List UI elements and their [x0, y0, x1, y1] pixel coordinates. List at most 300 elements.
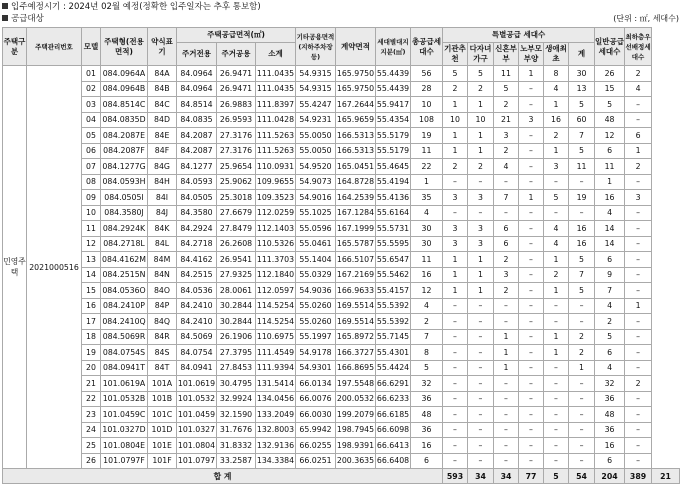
table-cell: –: [494, 298, 519, 314]
table-cell: 30: [569, 66, 595, 82]
table-cell: 55.0050: [296, 128, 336, 144]
table-cell: 200.3635: [336, 453, 376, 469]
table-cell: 30: [411, 236, 443, 252]
table-cell: 16: [569, 221, 595, 237]
table-cell: 14: [82, 267, 101, 283]
table-cell: 84J: [148, 205, 177, 221]
table-cell: 66.6408: [376, 453, 411, 469]
table-cell: 2: [625, 66, 652, 82]
table-cell: 111.3703: [256, 252, 296, 268]
move-in-text: 입주예정시기 : 2024년 02월 예정(정확한 입주일자는 추후 통보함): [11, 2, 261, 12]
table-cell: –: [519, 252, 544, 268]
table-cell: 19: [82, 345, 101, 361]
table-cell: 084.1277G: [101, 159, 148, 175]
table-row: [3, 159, 680, 175]
table-cell: 2: [625, 376, 652, 392]
table-cell: –: [443, 407, 468, 423]
table-cell: 112.0259: [256, 205, 296, 221]
table-cell: –: [468, 329, 494, 345]
table-cell: 65.9942: [296, 422, 336, 438]
table-cell: 084.0536O: [101, 283, 148, 299]
table-cell: 2: [494, 252, 519, 268]
table-cell: 11: [411, 252, 443, 268]
table-cell: –: [443, 298, 468, 314]
table-cell: 2: [494, 283, 519, 299]
table-cell: 16: [544, 112, 569, 128]
table-cell: –: [443, 360, 468, 376]
table-cell: 30: [411, 221, 443, 237]
table-cell: 7: [411, 329, 443, 345]
table-row: [3, 81, 680, 97]
table-cell: 084.2410Q: [101, 314, 148, 330]
table-cell: 101C: [148, 407, 177, 423]
table-cell: –: [519, 267, 544, 283]
table-cell: 36: [411, 422, 443, 438]
table-cell: 132.9136: [256, 438, 296, 454]
col-sp-total: 계: [569, 43, 595, 66]
table-cell: –: [625, 407, 652, 423]
table-cell: 55.4424: [376, 360, 411, 376]
table-cell: 6: [494, 236, 519, 252]
table-cell: 84G: [148, 159, 177, 175]
table-cell: 36: [595, 422, 625, 438]
totals-row: [3, 469, 680, 484]
table-cell: 04: [82, 112, 101, 128]
col-special-supply: 특별공급 세대수: [443, 28, 595, 43]
table-cell: 3: [443, 190, 468, 206]
table-cell: 05: [82, 128, 101, 144]
table-cell: 84L: [148, 236, 177, 252]
table-cell: 5: [569, 283, 595, 299]
table-cell: 26.2608: [217, 236, 256, 252]
table-cell: 55.4136: [376, 190, 411, 206]
table-cell: –: [625, 314, 652, 330]
table-cell: 15: [595, 81, 625, 97]
table-cell: 84.2515: [177, 267, 217, 283]
table-cell: 55.4157: [376, 283, 411, 299]
table-cell: –: [625, 453, 652, 469]
table-cell: 1: [625, 143, 652, 159]
table-cell: 2: [625, 159, 652, 175]
table-cell: 19: [569, 190, 595, 206]
table-cell: –: [519, 159, 544, 175]
table-cell: 55.5392: [376, 298, 411, 314]
table-cell: 84.3580: [177, 205, 217, 221]
table-cell: 3: [494, 267, 519, 283]
table-cell: –: [625, 205, 652, 221]
table-cell: 1: [443, 283, 468, 299]
table-cell: –: [443, 391, 468, 407]
table-cell: –: [519, 407, 544, 423]
table-cell: 2: [569, 345, 595, 361]
table-cell: 84.2087: [177, 143, 217, 159]
table-cell: 084.0505I: [101, 190, 148, 206]
table-cell: 084.2087F: [101, 143, 148, 159]
table-cell: 084.0964B: [101, 81, 148, 97]
table-cell: 1: [443, 143, 468, 159]
table-cell: 16: [411, 438, 443, 454]
table-cell: 110.5326: [256, 236, 296, 252]
table-cell: 8: [544, 66, 569, 82]
table-cell: 167.2169: [336, 267, 376, 283]
table-cell: –: [443, 329, 468, 345]
table-cell: 55.0260: [296, 314, 336, 330]
table-cell: 3: [519, 112, 544, 128]
table-cell: –: [569, 407, 595, 423]
table-row: [3, 422, 680, 438]
table-cell: –: [468, 376, 494, 392]
table-cell: 101.0459: [177, 407, 217, 423]
table-cell: 84.0754: [177, 345, 217, 361]
table-cell: 111.0428: [256, 112, 296, 128]
table-cell: –: [625, 252, 652, 268]
table-row: [3, 128, 680, 144]
table-cell: 16: [82, 298, 101, 314]
table-cell: 5: [595, 97, 625, 113]
table-cell: –: [443, 376, 468, 392]
table-cell: 55.5595: [376, 236, 411, 252]
table-cell: 4: [595, 298, 625, 314]
table-cell: –: [569, 174, 595, 190]
table-cell: –: [569, 438, 595, 454]
table-cell: –: [625, 174, 652, 190]
table-cell: 5: [494, 81, 519, 97]
table-cell: 20: [82, 360, 101, 376]
col-general: 일반공급세대수: [595, 28, 625, 66]
table-cell: 167.1284: [336, 205, 376, 221]
table-cell: –: [468, 407, 494, 423]
table-cell: 84.0536: [177, 283, 217, 299]
table-cell: 32.1590: [217, 407, 256, 423]
table-cell: –: [468, 360, 494, 376]
table-cell: 16: [411, 267, 443, 283]
table-cell: –: [519, 314, 544, 330]
table-cell: 12: [82, 236, 101, 252]
table-cell: –: [519, 128, 544, 144]
table-cell: –: [468, 438, 494, 454]
table-cell: 31.8332: [217, 438, 256, 454]
table-cell: 54.9301: [296, 360, 336, 376]
col-short-type: 약식표기: [148, 28, 177, 66]
table-cell: 6: [595, 143, 625, 159]
table-cell: 2: [468, 159, 494, 175]
col-sp-elder: 노부모부양: [519, 43, 544, 66]
table-cell: 165.8972: [336, 329, 376, 345]
table-cell: 101F: [148, 453, 177, 469]
table-cell: 108: [411, 112, 443, 128]
table-cell: 084.2410P: [101, 298, 148, 314]
table-cell: 2: [411, 314, 443, 330]
table-cell: 66.6233: [376, 391, 411, 407]
table-row: [3, 438, 680, 454]
table-cell: –: [625, 283, 652, 299]
table-row: [3, 66, 680, 82]
table-row: [3, 143, 680, 159]
table-cell: 4: [494, 159, 519, 175]
table-cell: –: [544, 391, 569, 407]
table-cell: 084.2087E: [101, 128, 148, 144]
table-cell: 101B: [148, 391, 177, 407]
table-row: [3, 298, 680, 314]
table-cell: 11: [82, 221, 101, 237]
table-cell: 3: [468, 236, 494, 252]
table-cell: –: [519, 422, 544, 438]
table-cell: 55.0260: [296, 298, 336, 314]
total-cell: 34: [494, 469, 519, 484]
table-cell: 1: [544, 143, 569, 159]
table-cell: 132.8003: [256, 422, 296, 438]
table-cell: 101.0797: [177, 453, 217, 469]
table-cell: 4: [411, 205, 443, 221]
table-cell: –: [625, 422, 652, 438]
table-cell: –: [519, 236, 544, 252]
table-cell: 1: [468, 97, 494, 113]
table-row: [3, 329, 680, 345]
table-cell: –: [569, 391, 595, 407]
table-cell: 167.1999: [336, 221, 376, 237]
total-cell: 5: [544, 469, 569, 484]
table-cell: –: [519, 453, 544, 469]
table-cell: 169.5514: [336, 314, 376, 330]
col-subtotal: 소계: [256, 43, 296, 66]
table-cell: 18: [82, 329, 101, 345]
table-cell: 32: [595, 376, 625, 392]
table-cell: 19: [411, 128, 443, 144]
table-cell: –: [468, 314, 494, 330]
table-cell: 084.0754S: [101, 345, 148, 361]
table-cell: 21: [82, 376, 101, 392]
table-cell: 16: [569, 236, 595, 252]
table-cell: 198.9391: [336, 438, 376, 454]
table-cell: 6: [411, 453, 443, 469]
table-cell: 84.0941: [177, 360, 217, 376]
table-cell: 06: [82, 143, 101, 159]
table-cell: 28: [411, 81, 443, 97]
table-cell: 4: [625, 81, 652, 97]
col-sp-newly: 신혼부부: [494, 43, 519, 66]
table-cell: 25.9654: [217, 159, 256, 175]
table-cell: 54.9036: [296, 283, 336, 299]
table-cell: 84Q: [148, 314, 177, 330]
table-cell: 101.0804: [177, 438, 217, 454]
table-cell: 2: [443, 81, 468, 97]
table-row: [3, 221, 680, 237]
table-cell: 084.0835D: [101, 112, 148, 128]
table-cell: 084.2924K: [101, 221, 148, 237]
table-cell: 165.9659: [336, 112, 376, 128]
table-cell: 111.5263: [256, 128, 296, 144]
table-cell: 112.1403: [256, 221, 296, 237]
table-cell: 1: [443, 252, 468, 268]
table-cell: 5: [468, 66, 494, 82]
table-cell: 1: [468, 143, 494, 159]
table-cell: 165.9750: [336, 66, 376, 82]
table-cell: 24: [82, 422, 101, 438]
table-row: [3, 376, 680, 392]
table-cell: –: [625, 236, 652, 252]
col-sp-inst: 기관추천: [443, 43, 468, 66]
table-cell: 55.4301: [376, 345, 411, 361]
table-cell: 35: [411, 190, 443, 206]
table-cell: 114.5254: [256, 314, 296, 330]
col-sp-multi: 다자녀가구: [468, 43, 494, 66]
table-cell: 084.8514C: [101, 97, 148, 113]
table-cell: –: [544, 422, 569, 438]
table-cell: 02: [82, 81, 101, 97]
table-cell: 33.2587: [217, 453, 256, 469]
table-cell: –: [544, 174, 569, 190]
table-cell: –: [625, 360, 652, 376]
table-cell: 66.0030: [296, 407, 336, 423]
table-cell: –: [544, 438, 569, 454]
table-cell: –: [443, 345, 468, 361]
table-cell: –: [443, 205, 468, 221]
table-cell: 25: [82, 438, 101, 454]
table-cell: 54.9315: [296, 66, 336, 82]
table-cell: –: [625, 97, 652, 113]
table-cell: 55.1404: [296, 252, 336, 268]
col-complex-no: 주택관리번호: [27, 28, 82, 66]
table-cell: 134.3384: [256, 453, 296, 469]
table-cell: 167.2644: [336, 97, 376, 113]
table-cell: 109.9655: [256, 174, 296, 190]
table-cell: 30.4795: [217, 376, 256, 392]
table-cell: 55.4354: [376, 112, 411, 128]
table-cell: –: [519, 391, 544, 407]
table-cell: 84F: [148, 143, 177, 159]
table-cell: 3: [443, 236, 468, 252]
table-cell: 26.1906: [217, 329, 256, 345]
table-cell: –: [569, 422, 595, 438]
table-body: [3, 66, 680, 469]
table-cell: 01: [82, 66, 101, 82]
table-cell: 166.9633: [336, 283, 376, 299]
table-cell: 03: [82, 97, 101, 113]
table-cell: 54.9315: [296, 81, 336, 97]
table-cell: 54.9016: [296, 190, 336, 206]
table-cell: 2: [443, 159, 468, 175]
table-cell: 1: [443, 97, 468, 113]
table-cell: 1: [443, 128, 468, 144]
table-cell: 55.4439: [376, 66, 411, 82]
table-cell: 13: [82, 252, 101, 268]
table-cell: 109.3523: [256, 190, 296, 206]
table-cell: 084.3580J: [101, 205, 148, 221]
table-cell: 84.0593: [177, 174, 217, 190]
table-cell: 36: [411, 391, 443, 407]
table-cell: 84R: [148, 329, 177, 345]
table-cell: 10: [443, 112, 468, 128]
table-cell: 101.0804E: [101, 438, 148, 454]
table-cell: 166.5107: [336, 252, 376, 268]
table-cell: 164.2539: [336, 190, 376, 206]
table-cell: –: [519, 298, 544, 314]
table-cell: –: [519, 283, 544, 299]
table-cell: 84.0964: [177, 81, 217, 97]
table-cell: 32.9924: [217, 391, 256, 407]
table-cell: 198.7945: [336, 422, 376, 438]
table-row: [3, 236, 680, 252]
table-cell: 1: [411, 174, 443, 190]
table-cell: 111.5263: [256, 143, 296, 159]
table-cell: 1: [468, 252, 494, 268]
table-cell: –: [443, 422, 468, 438]
table-cell: 3: [625, 190, 652, 206]
table-cell: 26.9593: [217, 112, 256, 128]
table-cell: 2: [569, 329, 595, 345]
table-cell: 17: [82, 314, 101, 330]
supply-target-text: 공급대상: [11, 14, 44, 24]
table-cell: 84.0835: [177, 112, 217, 128]
table-cell: 30.2844: [217, 298, 256, 314]
table-cell: 5: [443, 66, 468, 82]
table-cell: –: [625, 267, 652, 283]
table-cell: –: [625, 438, 652, 454]
table-cell: 55.5731: [376, 221, 411, 237]
table-cell: 101.0327D: [101, 422, 148, 438]
table-cell: 084.5069R: [101, 329, 148, 345]
square-bullet-icon: [2, 3, 8, 9]
table-cell: 55.1025: [296, 205, 336, 221]
table-cell: 10: [82, 205, 101, 221]
table-cell: 55.0050: [296, 143, 336, 159]
table-cell: 084.0593H: [101, 174, 148, 190]
table-cell: 23: [82, 407, 101, 423]
table-cell: 55.6547: [376, 252, 411, 268]
complex-number-cell: 2021000516: [27, 66, 82, 469]
table-cell: 101.0797F: [101, 453, 148, 469]
table-cell: 5: [544, 190, 569, 206]
table-cell: 55.0329: [296, 267, 336, 283]
table-cell: 4: [544, 81, 569, 97]
table-cell: 84.5069: [177, 329, 217, 345]
table-cell: 101.0532: [177, 391, 217, 407]
table-cell: 112.1840: [256, 267, 296, 283]
table-cell: 60: [569, 112, 595, 128]
table-cell: 111.8397: [256, 97, 296, 113]
table-cell: 84N: [148, 267, 177, 283]
table-cell: 166.5313: [336, 128, 376, 144]
col-exclusive: 주거전용: [177, 43, 217, 66]
total-cell: 389: [625, 469, 652, 484]
table-cell: –: [494, 407, 519, 423]
table-row: [3, 112, 680, 128]
table-cell: 165.5787: [336, 236, 376, 252]
table-cell: 84.2410: [177, 298, 217, 314]
table-cell: 6: [595, 453, 625, 469]
table-cell: 55.4645: [376, 159, 411, 175]
table-row: [3, 283, 680, 299]
table-row: [3, 97, 680, 113]
table-cell: 3: [443, 221, 468, 237]
table-cell: –: [544, 360, 569, 376]
table-cell: –: [468, 422, 494, 438]
supply-table: [2, 27, 680, 484]
table-cell: 16: [595, 438, 625, 454]
square-bullet-icon: [2, 15, 8, 21]
table-cell: 84B: [148, 81, 177, 97]
table-row: [3, 391, 680, 407]
table-cell: 4: [544, 221, 569, 237]
total-cell: 54: [569, 469, 595, 484]
table-cell: 101.0619: [177, 376, 217, 392]
table-cell: 66.6413: [376, 438, 411, 454]
table-cell: –: [519, 221, 544, 237]
table-cell: –: [443, 438, 468, 454]
table-cell: 16: [595, 190, 625, 206]
col-house-type: 주택형(전용면적): [101, 28, 148, 66]
total-cell: 21: [652, 469, 680, 484]
